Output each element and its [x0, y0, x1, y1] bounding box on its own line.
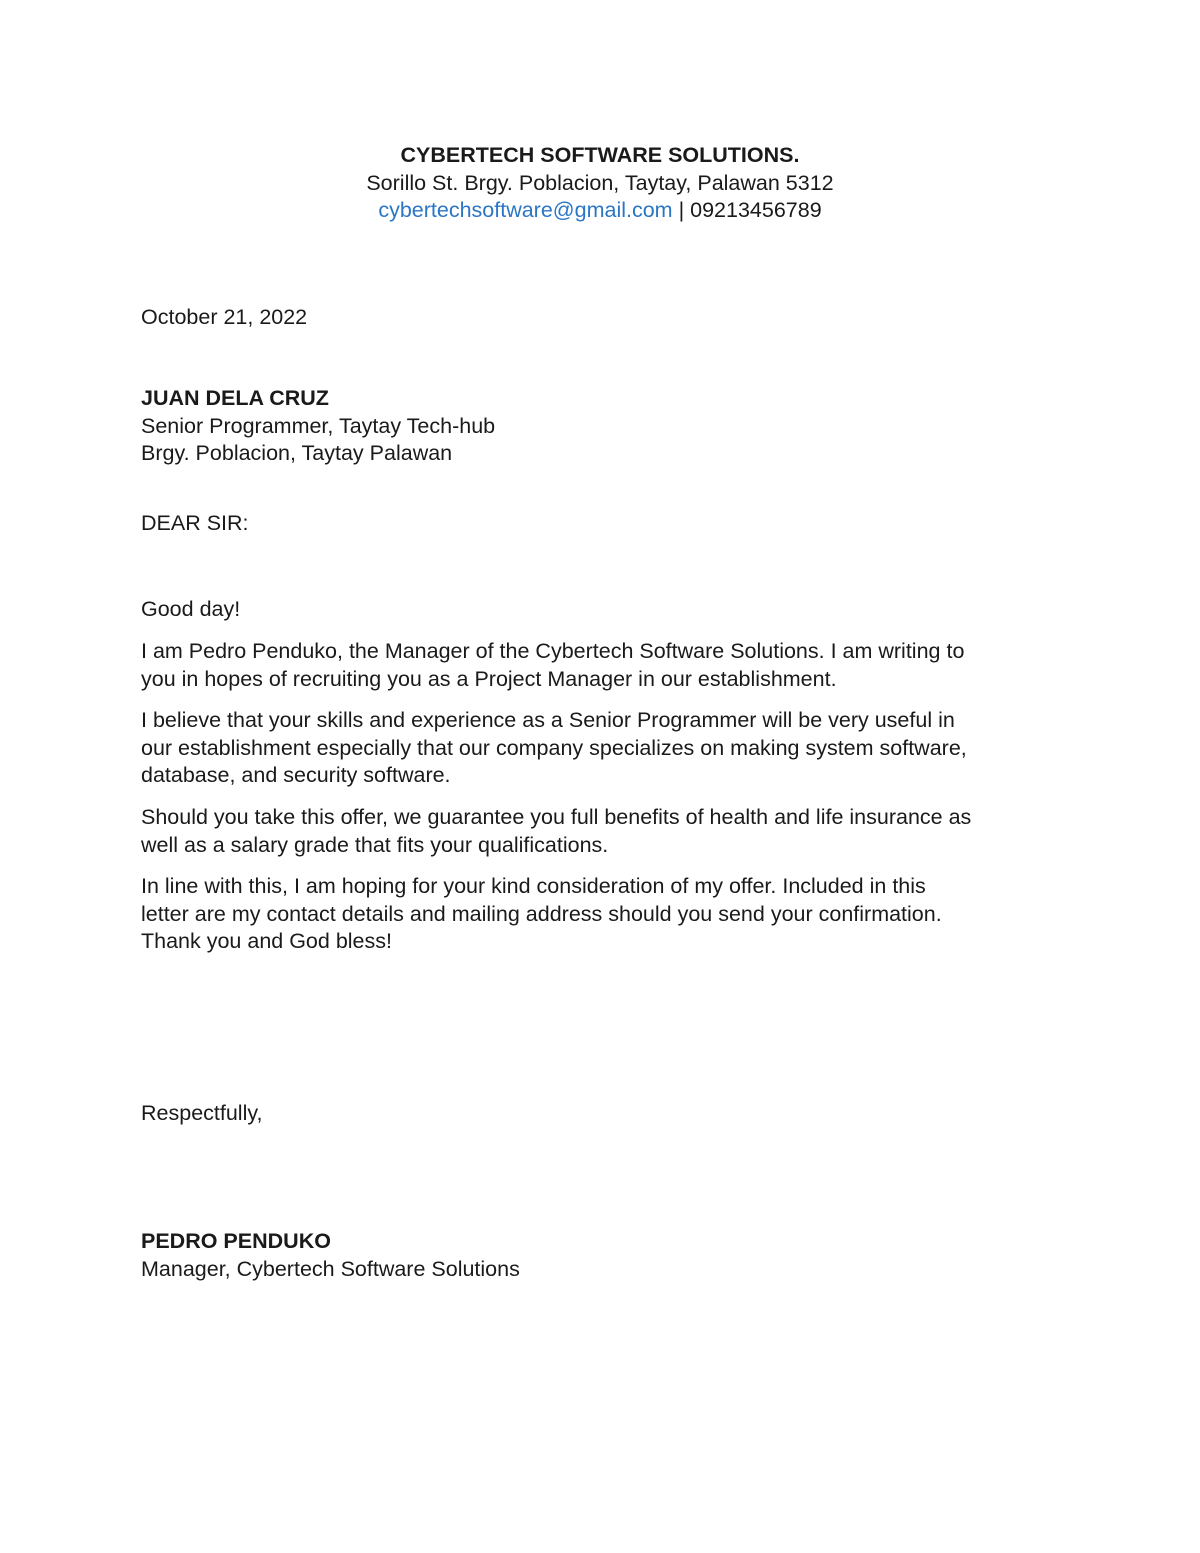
signer-name: PEDRO PENDUKO: [141, 1229, 331, 1253]
recipient-block: [141, 385, 1061, 468]
body-line: you in hopes of recruiting you as a Project Manager in our establishment.: [141, 666, 837, 691]
body-line: In line with this, I am hoping for your kind consideration of my offer. Included in this: [141, 874, 926, 898]
company-address: Sorillo St. Brgy. Poblacion, Taytay, Palawan 5312: [366, 170, 834, 195]
recipient-name: JUAN DELA CRUZ: [141, 386, 329, 410]
salutation: DEAR SIR:: [141, 511, 249, 535]
body-paragraph-3: [141, 804, 1061, 859]
body-paragraph-4: [141, 873, 1061, 956]
body-line: well as a salary grade that fits your qualifications.: [141, 832, 609, 857]
greeting: Good day!: [141, 597, 241, 621]
body-line: I believe that your skills and experience as a Senior Programmer will be very useful in: [141, 708, 955, 732]
body-line: our establishment especially that our company specializes on making system software,: [141, 735, 967, 760]
body-paragraph-1: [141, 638, 1061, 693]
contact-separator: |: [672, 198, 691, 222]
closing: Respectfully,: [141, 1101, 263, 1125]
contact-line: [0, 197, 1200, 225]
body-line: Should you take this offer, we guarantee you full benefits of health and life insurance as: [141, 805, 972, 829]
body-paragraph-2: [141, 707, 1061, 790]
company-name: CYBERTECH SOFTWARE SOLUTIONS.: [400, 143, 800, 167]
phone-number: 09213456789: [690, 198, 822, 222]
recipient-address: Brgy. Poblacion, Taytay Palawan: [141, 441, 453, 465]
signer-title: Manager, Cybertech Software Solutions: [141, 1256, 520, 1281]
recipient-title: Senior Programmer, Taytay Tech-hub: [141, 413, 496, 438]
signature-block: [141, 1228, 1061, 1283]
body-line: I am Pedro Penduko, the Manager of the Cybertech Software Solutions. I am writing to: [141, 639, 965, 663]
body-line: database, and security software.: [141, 763, 451, 787]
letterhead: [0, 142, 1200, 225]
body-line: letter are my contact details and mailing address should you send your confirmation.: [141, 901, 942, 926]
email-link[interactable]: cybertechsoftware@gmail.com: [378, 198, 673, 222]
body-line: Thank you and God bless!: [141, 929, 392, 953]
letter-date: October 21, 2022: [141, 305, 308, 329]
